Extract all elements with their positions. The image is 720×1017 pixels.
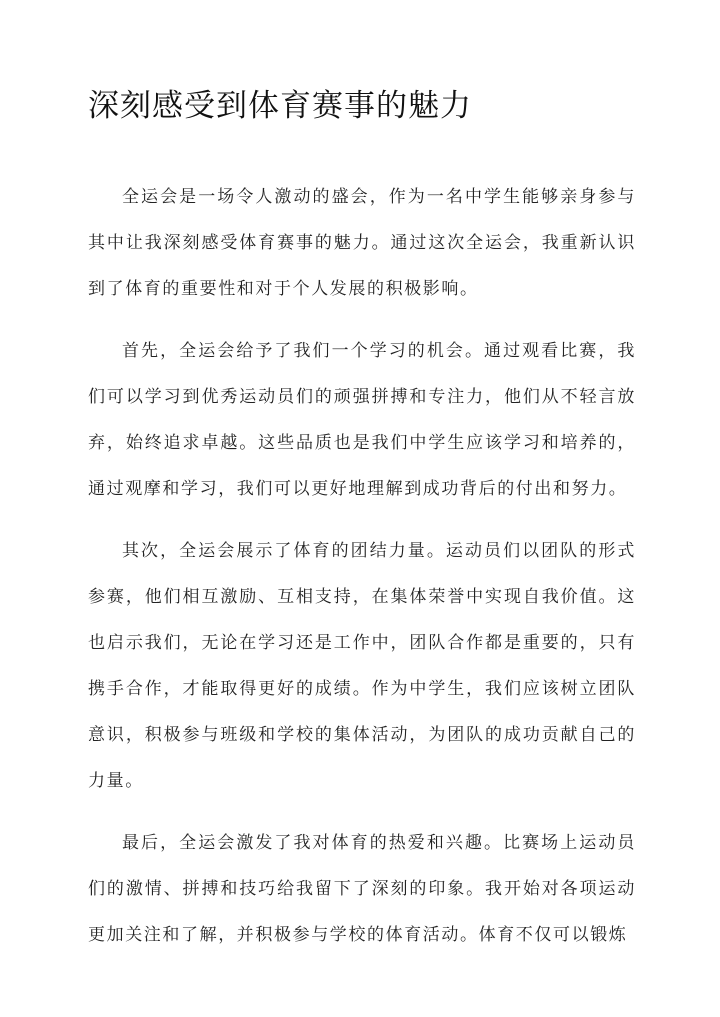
paragraph-last: 最后，全运会激发了我对体育的热爱和兴趣。比赛场上运动员们的激情、拼搏和技巧给我留下了深刻的印象。我开始对各项运动更加关注和了解，并积极参与学校的体育活动。体育不仅可以锻炼 xyxy=(88,833,636,945)
paragraph-first: 首先，全运会给予了我们一个学习的机会。通过观看比赛，我们可以学习到优秀运动员们的顽强拼搏和专注力，他们从不轻言放弃，始终追求卓越。这些品质也是我们中学生应该学习和培养的，通过观摩和学习，我们可以更好地理解到成功背后的付出和努力。 xyxy=(88,341,636,499)
paragraph-second: 其次，全运会展示了体育的团结力量。运动员们以团队的形式参赛，他们相互激励、互相支持，在集体荣誉中实现自我价值。这也启示我们，无论在学习还是工作中，团队合作都是重要的，只有携手合作，才能取得更好的成绩。作为中学生，我们应该树立团队意识，积极参与班级和学校的集体活动，为团队的成功贡献自己的力量。 xyxy=(88,541,636,791)
paragraph-intro: 全运会是一场令人激动的盛会，作为一名中学生能够亲身参与其中让我深刻感受体育赛事的魅力。通过这次全运会，我重新认识到了体育的重要性和对于个人发展的积极影响。 xyxy=(88,187,636,299)
document-title: 深刻感受到体育赛事的魅力 xyxy=(88,88,472,124)
